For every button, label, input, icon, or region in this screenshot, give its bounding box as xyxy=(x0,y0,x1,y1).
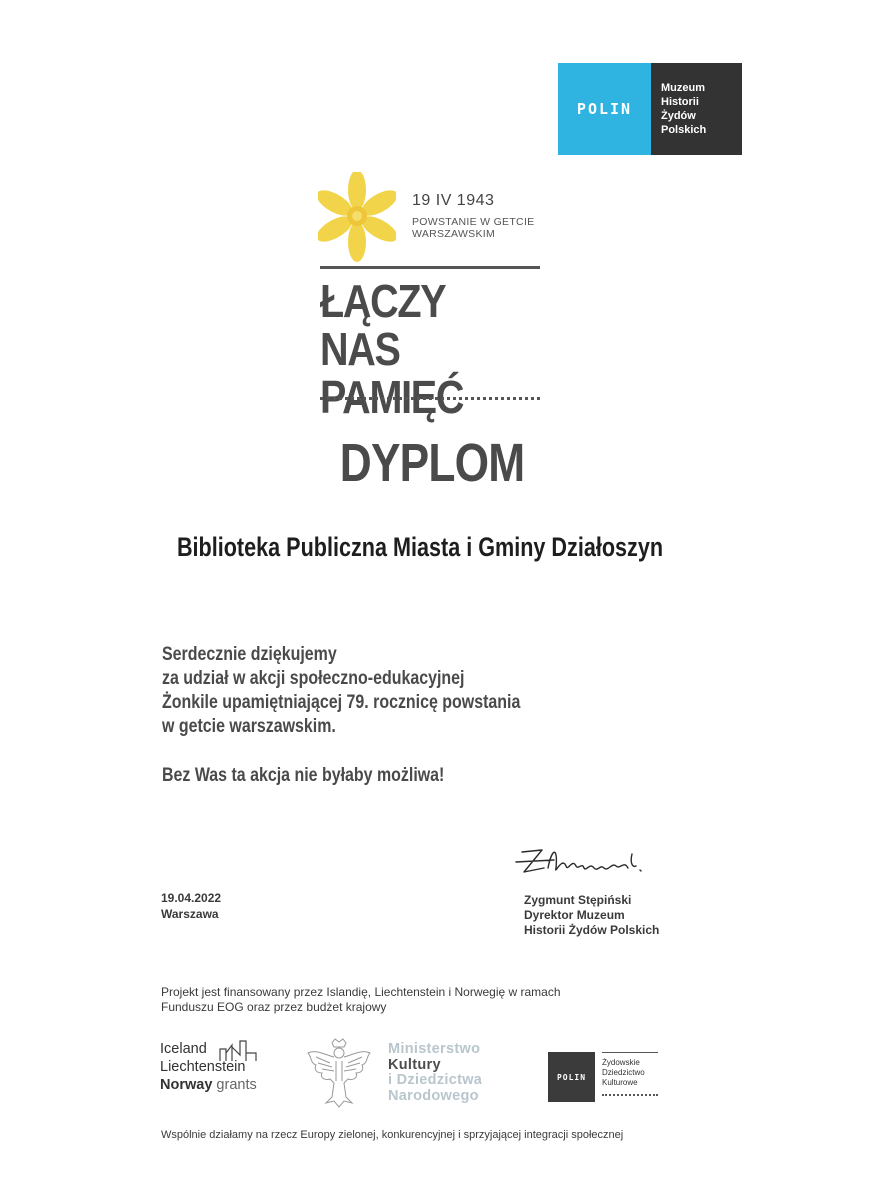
issue-date-place xyxy=(161,890,221,922)
polin-logo-cyan-block xyxy=(558,63,651,155)
thanks-line: w getcie warszawskim. xyxy=(162,716,336,737)
funding-line: Funduszu EOG oraz przez budżet krajowy xyxy=(161,1000,387,1014)
heritage-line: Dziedzictwo xyxy=(602,1068,645,1077)
closing-sentence: Bez Was ta akcja nie byłaby możliwa! xyxy=(162,765,445,786)
signer-block xyxy=(524,893,659,938)
polin-wordmark: POLIN xyxy=(576,100,633,118)
dotted-divider xyxy=(320,397,540,400)
uprising-line: POWSTANIE W GETCIE xyxy=(412,216,535,228)
eea-line: Iceland xyxy=(160,1041,207,1057)
uprising-line: WARSZAWSKIM xyxy=(412,228,496,240)
thanks-line: Serdecznie dziękujemy xyxy=(162,644,337,665)
signer-name: Zygmunt Stępiński xyxy=(524,893,632,907)
footer-note: Wspólnie działamy na rzecz Europy zielonej, konkurencyjnej i sprzyjającej integracji społecznej xyxy=(161,1129,624,1141)
recipient-name: Biblioteka Publiczna Miasta i Gminy Działoszyn xyxy=(176,532,664,562)
ministry-line: i Dziedzictwa xyxy=(388,1072,483,1088)
slogan-line: ŁĄCZY NAS xyxy=(320,275,445,375)
eea-grants-word: grants xyxy=(216,1077,257,1093)
eea-line xyxy=(160,1076,280,1094)
funding-note xyxy=(161,985,681,1015)
museum-line: Polskich xyxy=(661,124,707,136)
divider-line xyxy=(602,1052,658,1053)
polin-small-wordmark: POLIN xyxy=(556,1072,587,1082)
divider-line xyxy=(320,266,540,269)
museum-line: Muzeum xyxy=(661,82,705,94)
heritage-line: Żydowskie xyxy=(602,1058,640,1067)
uprising-caption xyxy=(412,216,534,240)
issue-place: Warszawa xyxy=(161,907,219,921)
museum-line: Historii xyxy=(661,96,699,108)
daffodil-icon xyxy=(318,172,396,262)
diploma-title: DYPLOM xyxy=(339,433,525,493)
thanks-line: za udział w akcji społeczno-edukacyjnej xyxy=(162,668,465,689)
ministry-line: Kultury xyxy=(388,1056,441,1073)
funding-line: Projekt jest finansowany przez Islandię, Liechtenstein i Norwegię w ramach xyxy=(161,985,561,999)
polin-logo-museum-name xyxy=(651,63,742,155)
issue-date: 19.04.2022 xyxy=(161,891,222,905)
thanks-line: Żonkile upamiętniającej 79. rocznicę powstania xyxy=(162,692,521,713)
uprising-date: 19 IV 1943 xyxy=(412,192,495,209)
ministry-line: Ministerstwo xyxy=(388,1041,481,1057)
eea-grants-icon xyxy=(218,1039,260,1063)
ministry-line: Narodowego xyxy=(388,1087,479,1104)
dotted-divider xyxy=(602,1094,658,1096)
signer-role: Dyrektor Muzeum xyxy=(524,908,625,922)
polin-museum-logo xyxy=(558,63,742,155)
eea-line: Liechtenstein xyxy=(160,1059,246,1075)
eea-norway: Norway xyxy=(160,1077,213,1093)
ministry-logo-text xyxy=(388,1042,482,1104)
polin-small-logo xyxy=(548,1052,595,1102)
thanks-message xyxy=(162,643,599,739)
polish-eagle-emblem-icon xyxy=(304,1037,374,1109)
heritage-line: Kulturowe xyxy=(602,1078,638,1087)
signer-role: Historii Żydów Polskich xyxy=(524,923,660,937)
jewish-cultural-heritage-label xyxy=(602,1052,658,1096)
museum-line: Żydów xyxy=(661,110,696,122)
handwritten-signature xyxy=(512,838,662,883)
slogan-line: PAMIĘĆ xyxy=(320,371,464,423)
